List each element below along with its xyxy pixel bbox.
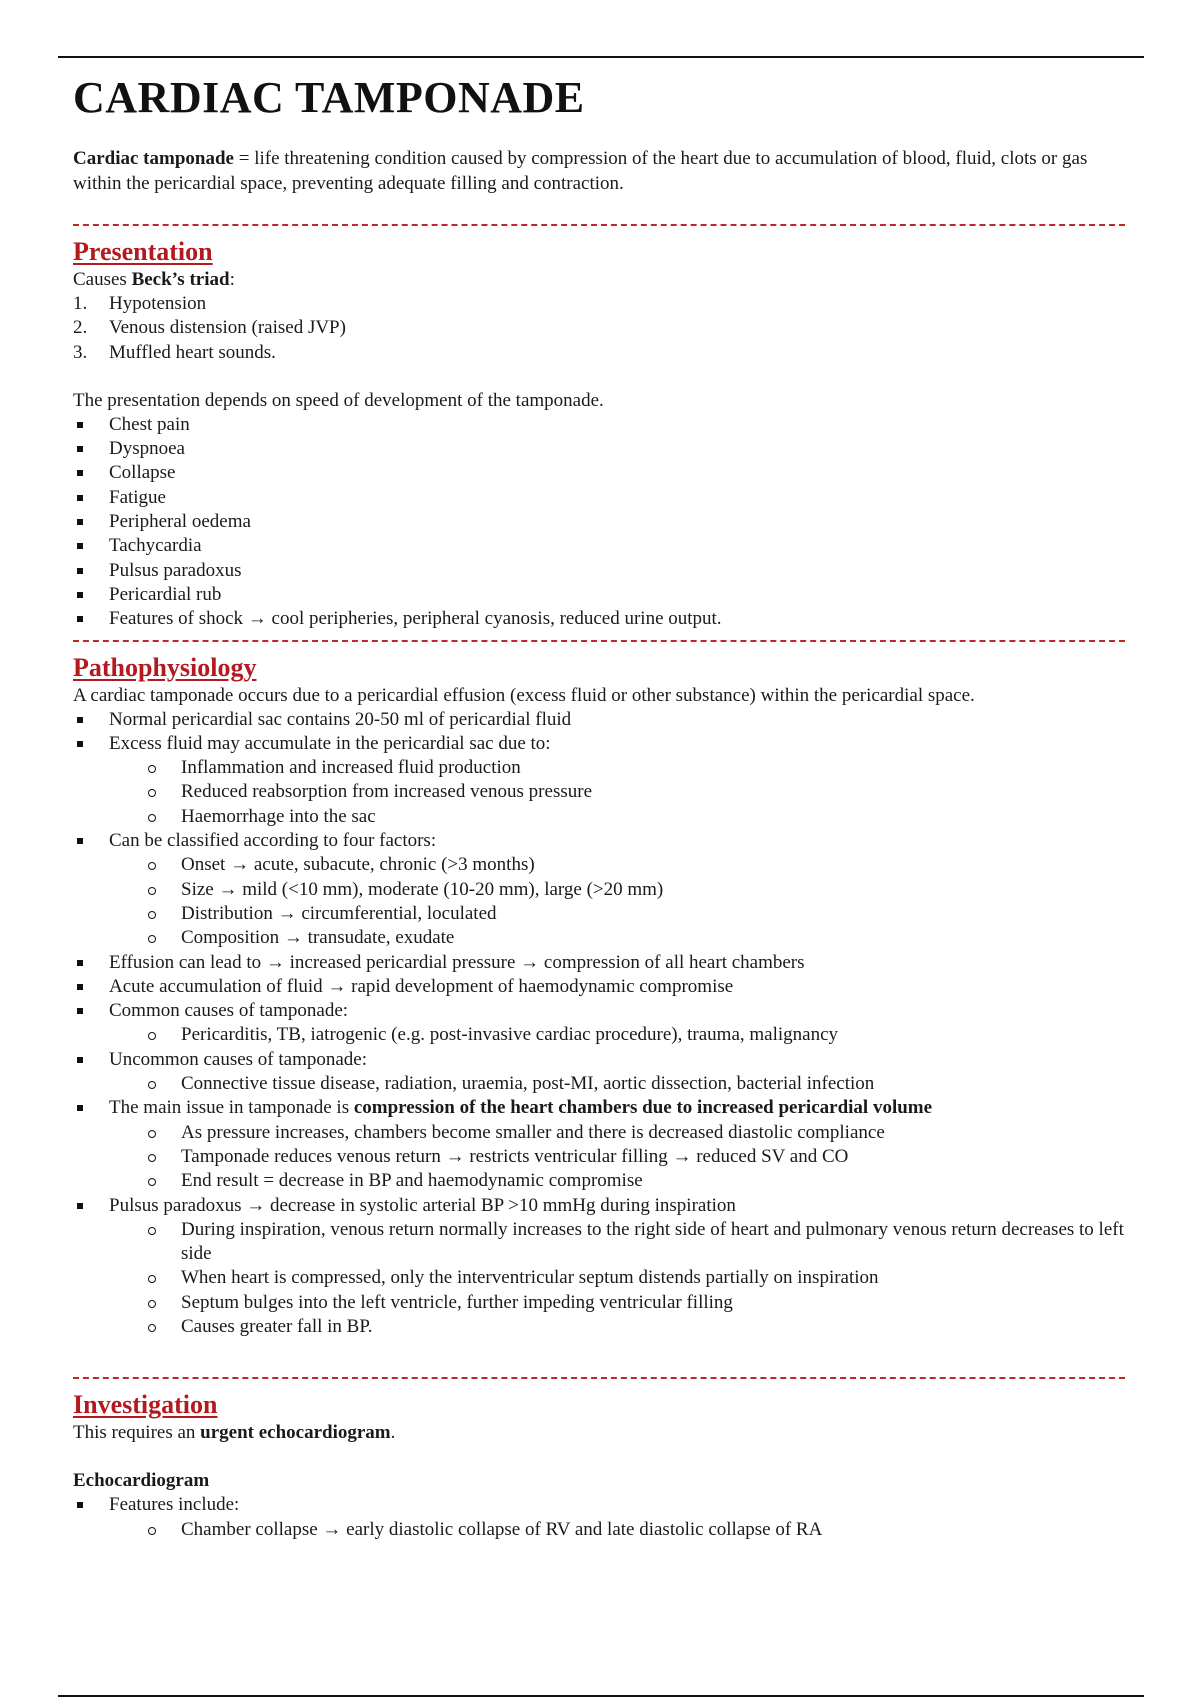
bullet-icon (77, 741, 83, 747)
list-item: Dyspnoea (73, 437, 1125, 461)
bullet-icon (77, 592, 83, 598)
investigation-section (73, 1389, 1125, 1542)
sub-list-item: Causes greater fall in BP. (73, 1315, 1125, 1339)
intro-text: = life threatening condition caused by compression of the heart due to accumulation of blood, fluid, clots or gas within the pericardial space, preventing adequate filling and contraction. (73, 148, 1088, 194)
document-page (73, 72, 1125, 1542)
sub-list-item: Composition → transudate, exudate (73, 926, 1125, 950)
list-item: Pulsus paradoxus → decrease in systolic arterial BP >10 mmHg during inspiration (73, 1194, 1125, 1218)
presentation-bullets (73, 413, 1125, 632)
bullet-icon (77, 984, 83, 990)
list-item: Peripheral oedema (73, 510, 1125, 534)
presentation-depends-line: The presentation depends on speed of development of the tamponade. (73, 389, 604, 411)
bullet-icon (77, 1057, 83, 1063)
sub-list-item: When heart is compressed, only the interventricular septum distends partially on inspiration (73, 1266, 1125, 1290)
pathophysiology-lead: A cardiac tamponade occurs due to a pericardial effusion (excess fluid or other substance) within the pericardial space. (73, 684, 975, 706)
bullet-icon (77, 960, 83, 966)
circle-bullet-icon (148, 789, 156, 797)
list-item: Fatigue (73, 486, 1125, 510)
sub-list-item: As pressure increases, chambers become smaller and there is decreased diastolic compliance (73, 1121, 1125, 1145)
sub-list-item: Haemorrhage into the sac (73, 805, 1125, 829)
circle-bullet-icon (148, 887, 156, 895)
circle-bullet-icon (148, 1324, 156, 1332)
sub-list-item: Inflammation and increased fluid production (73, 756, 1125, 780)
list-item: Excess fluid may accumulate in the pericardial sac due to: (73, 732, 1125, 756)
bullet-icon (77, 568, 83, 574)
bullet-icon (77, 1203, 83, 1209)
becks-prefix: Causes (73, 269, 132, 290)
emphasis-text: urgent echocardiogram (200, 1422, 391, 1444)
list-item: Acute accumulation of fluid → rapid development of haemodynamic compromise (73, 975, 1125, 999)
list-item: Common causes of tamponade: (73, 999, 1125, 1023)
circle-bullet-icon (148, 1227, 156, 1235)
investigation-heading: Investigation (73, 1390, 218, 1420)
circle-bullet-icon (148, 862, 156, 870)
pathophysiology-heading: Pathophysiology (73, 652, 257, 682)
list-item: Features include: (73, 1493, 1125, 1517)
list-item: The main issue in tamponade is compression of the heart chambers due to increased pericardial volume (73, 1096, 1125, 1120)
sub-list-item: Tamponade reduces venous return → restricts ventricular filling → reduced SV and CO (73, 1145, 1125, 1169)
sub-list-item: Chamber collapse → early diastolic collapse of RV and late diastolic collapse of RA (73, 1518, 1125, 1542)
echocardiogram-bullets (73, 1493, 1125, 1542)
list-item: 2. Venous distension (raised JVP) (73, 317, 346, 339)
bullet-icon (77, 1008, 83, 1014)
list-item: Features of shock → cool peripheries, peripheral cyanosis, reduced urine output. (73, 607, 1125, 631)
bullet-icon (77, 616, 83, 622)
bullet-icon (77, 838, 83, 844)
sub-list-item: Size → mild (<10 mm), moderate (10-20 mm), large (>20 mm) (73, 878, 1125, 902)
becks-suffix: : (229, 269, 235, 290)
bullet-icon (77, 717, 83, 723)
intro-term: Cardiac tamponade (73, 148, 234, 169)
circle-bullet-icon (148, 911, 156, 919)
list-item: 3. Muffled heart sounds. (73, 341, 276, 363)
bullet-icon (77, 1502, 83, 1508)
circle-bullet-icon (148, 1527, 156, 1535)
pathophysiology-section (73, 652, 1125, 1340)
sub-list-item: Reduced reabsorption from increased venous pressure (73, 780, 1125, 804)
becks-triad-line (73, 268, 1125, 292)
sub-list-item: End result = decrease in BP and haemodynamic compromise (73, 1169, 1125, 1193)
bullet-icon (77, 519, 83, 525)
list-item: Tachycardia (73, 534, 1125, 558)
sub-list-item: During inspiration, venous return normally increases to the right side of heart and pulmonary venous return decreases to left side (73, 1218, 1125, 1267)
presentation-section (73, 236, 1125, 632)
circle-bullet-icon (148, 1130, 156, 1138)
circle-bullet-icon (148, 1032, 156, 1040)
list-item: Uncommon causes of tamponade: (73, 1048, 1125, 1072)
sub-list-item: Onset → acute, subacute, chronic (>3 months) (73, 853, 1125, 877)
emphasis-text: compression of the heart chambers due to increased pericardial volume (353, 1097, 933, 1119)
circle-bullet-icon (148, 1275, 156, 1283)
circle-bullet-icon (148, 765, 156, 773)
list-item: Collapse (73, 461, 1125, 485)
bullet-icon (77, 446, 83, 452)
bullet-icon (77, 543, 83, 549)
sub-list-item: Distribution → circumferential, loculated (73, 902, 1125, 926)
circle-bullet-icon (148, 935, 156, 943)
intro-paragraph (73, 146, 1125, 196)
circle-bullet-icon (148, 1154, 156, 1162)
becks-triad-term: Beck’s triad (131, 269, 230, 290)
bottom-rule (58, 1695, 1144, 1697)
page-title: CARDIAC TAMPONADE (73, 73, 585, 122)
circle-bullet-icon (148, 814, 156, 822)
bullet-icon (77, 1105, 83, 1111)
list-item: Effusion can lead to → increased pericardial pressure → compression of all heart chambers (73, 951, 1125, 975)
sub-list-item: Connective tissue disease, radiation, uraemia, post-MI, aortic dissection, bacterial infection (73, 1072, 1125, 1096)
bullet-icon (77, 422, 83, 428)
list-item: 1. Hypotension (73, 293, 207, 314)
list-item: Normal pericardial sac contains 20-50 ml of pericardial fluid (73, 708, 1125, 732)
presentation-heading: Presentation (73, 237, 213, 266)
list-item: Can be classified according to four factors: (73, 829, 1125, 853)
investigation-lead: This requires an urgent echocardiogram. (73, 1422, 396, 1444)
top-rule (58, 56, 1144, 58)
sub-list-item: Septum bulges into the left ventricle, further impeding ventricular filling (73, 1291, 1125, 1315)
bullet-icon (77, 495, 83, 501)
list-item: Pericardial rub (73, 583, 1125, 607)
sub-list-item: Pericarditis, TB, iatrogenic (e.g. post-invasive cardiac procedure), trauma, malignancy (73, 1023, 1125, 1047)
list-item: Chest pain (73, 413, 1125, 437)
pathophysiology-bullets (73, 708, 1125, 1340)
list-item: Pulsus paradoxus (73, 559, 1125, 583)
echocardiogram-subheading: Echocardiogram (73, 1470, 210, 1492)
bullet-icon (77, 470, 83, 476)
circle-bullet-icon (148, 1178, 156, 1186)
circle-bullet-icon (148, 1300, 156, 1308)
becks-triad-list (73, 292, 1125, 365)
circle-bullet-icon (148, 1081, 156, 1089)
